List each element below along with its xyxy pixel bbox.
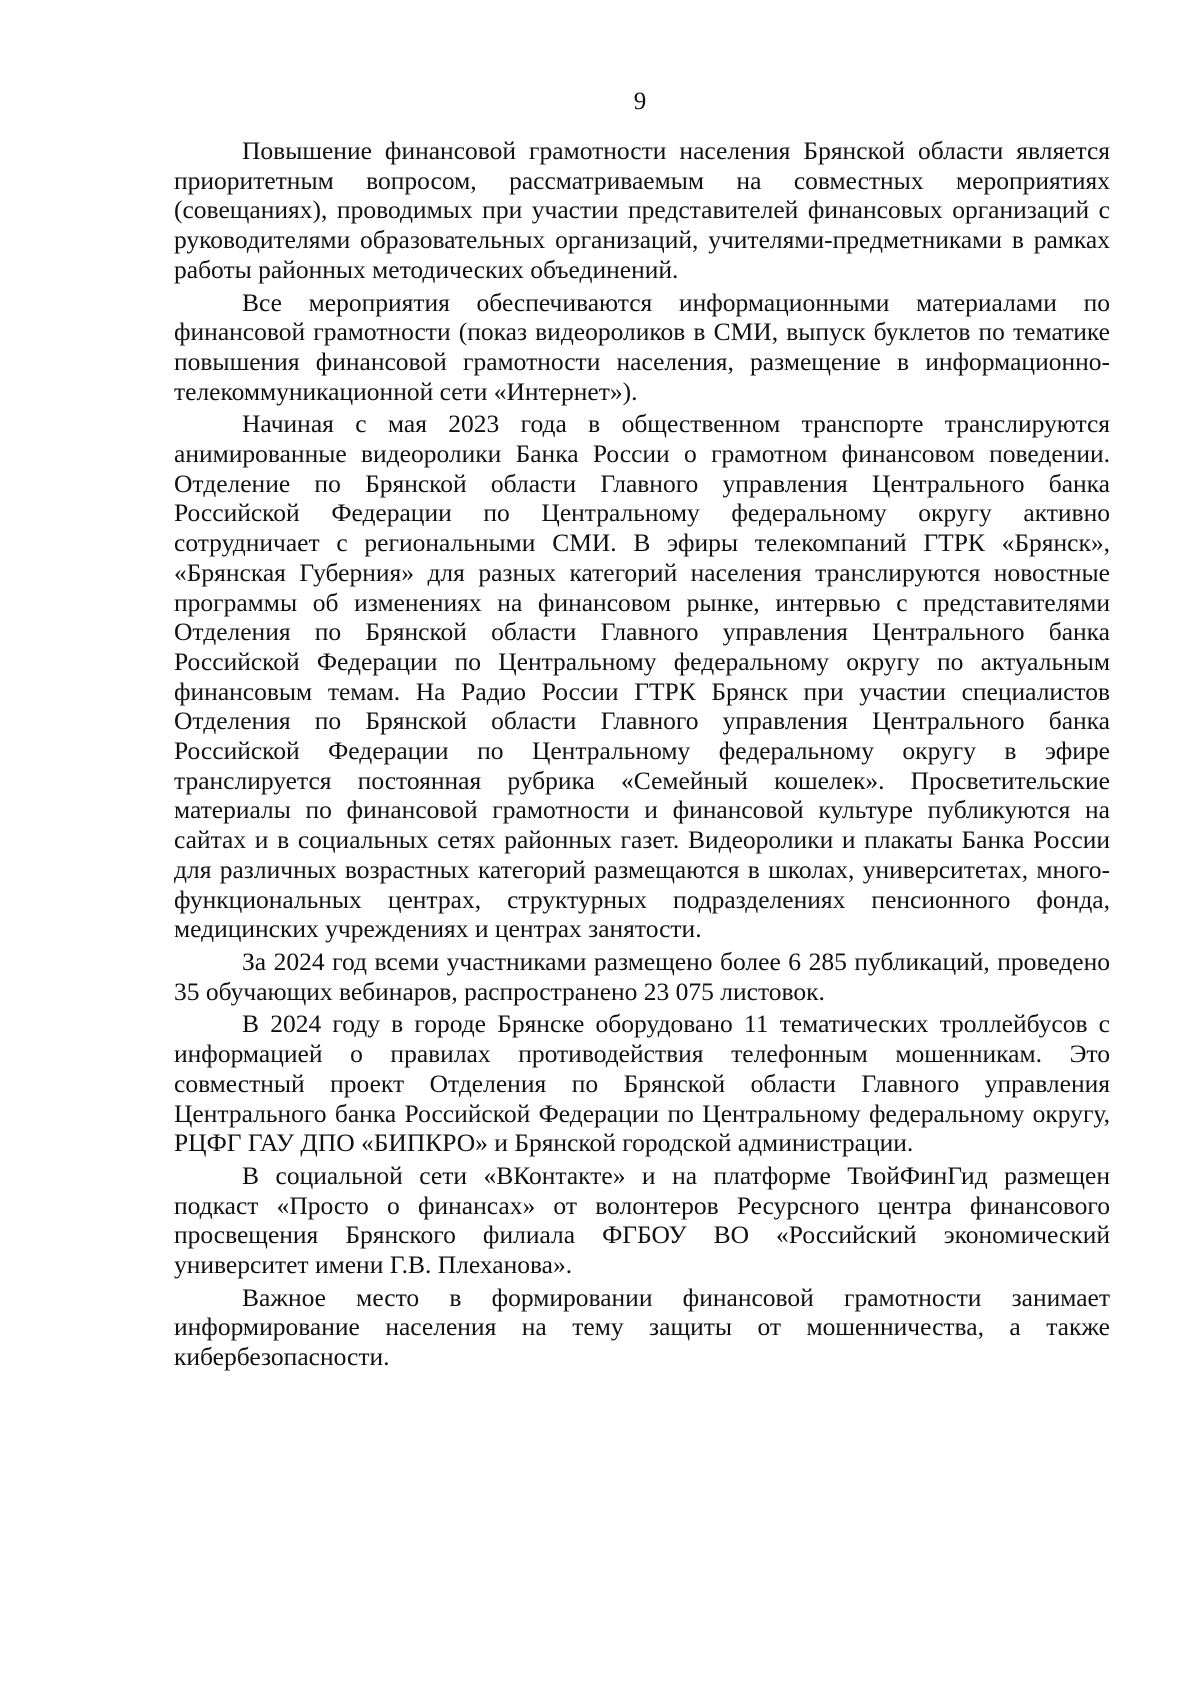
paragraph-fraud-protection: Важное место в формировании финансовой грамотности занимает информирование населения на тему защиты от мошенничества, а также кибербезопасности. (174, 1282, 1110, 1372)
paragraph-podcast: В социальной сети «ВКонтакте» и на платформе ТвойФинГид размещен подкаст «Просто о финансах» от волонтеров Ресурсного центра финансового просвещения Брянского филиала ФГБОУ ВО «Российский экономический университет имени Г.В. Плеханова». (174, 1160, 1110, 1280)
paragraph-financial-literacy-priority: Повышение финансовой грамотности населения Брянской области является приоритетным вопросом, рассматриваемым на совместных мероприятиях (совещаниях), проводимых при участии представителей финансовых организаций с руководителями образовательных организаций, учителями-предметниками в рамках работы районных методических объединений. (174, 136, 1110, 284)
paragraph-media-cooperation: Начиная с мая 2023 года в общественном транспорте транслируются анимированные видеоролики Банка России о грамотном финансовом поведении. Отделение по Брянской области Главного управления Центрального банка Российской Федерации по Центральному федеральному округу активно сотрудничает с региональными СМИ. В эфиры телекомпаний ГТРК «Брянск», «Брянская Губерния» для разных категорий населения транслируются новостные программы об изменениях на финансовом рынке, интервью с представителями Отделения по Брянской области Главного управления Центрального банка Российской Федерации по Центральному федеральному округу по актуальным финансовым темам. На Радио России ГТРК Брянск при участии специалистов Отделения по Брянской области Главного управления Центрального банка Российской Федерации по Центральному федеральному округу в эфире транслируется постоянная рубрика «Семейный кошелек». Просветительские материалы по финансовой грамотности и финансовой культуре публикуются на сайтах и в социальных сетях районных газет. Видеоролики и плакаты Банка России для различных возрастных категорий размещаются в школах, университетах, многофункциональных центрах, структурных подразделениях пенсионного фонда, медицинских учреждениях и центрах занятости. (174, 409, 1110, 944)
page-number: 9 (633, 88, 647, 115)
paragraph-2024-statistics: За 2024 год всеми участниками размещено более 6 285 публикаций, проведено 35 обучающих вебинаров, распространено 23 075 листовок. (174, 946, 1110, 1006)
paragraph-information-materials: Все мероприятия обеспечиваются информационными материалами по финансовой грамотности (показ видеороликов в СМИ, выпуск буклетов по тематике повышения финансовой грамотности населения, размещение в информационно-телекоммуникационной сети «Интернет»). (174, 287, 1110, 406)
paragraph-trolleybuses-project: В 2024 году в городе Брянске оборудовано 11 тематических троллейбусов с информацией о правилах противодействия телефонным мошенникам. Это совместный проект Отделения по Брянской области Главного управления Центрального банка Российской Федерации по Центральному федеральному округу, РЦФГ ГАУ ДПО «БИПКРО» и Брянской городской администрации. (174, 1009, 1110, 1158)
document-body (174, 136, 1110, 1375)
